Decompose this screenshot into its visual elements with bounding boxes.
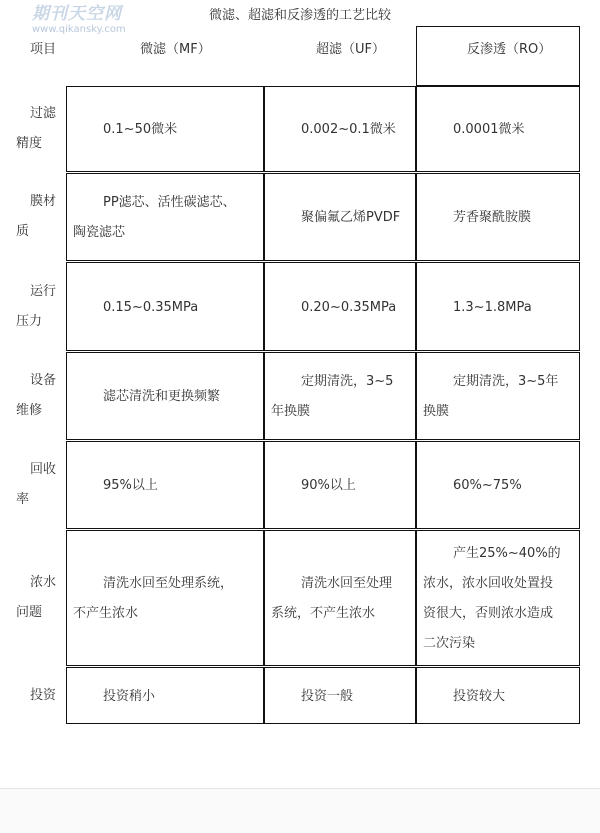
cell-mf <box>66 262 264 351</box>
cell-text: 滤芯清洗和更换频繁 <box>103 389 221 404</box>
header-ro: 反渗透（RO） <box>467 42 552 57</box>
cell-text: 0.20~0.35MPa <box>301 299 397 315</box>
row-label: 运行 <box>30 283 57 299</box>
header-mf: 微滤（MF） <box>140 42 211 57</box>
cell-text: 浓水，浓水回收处置投 <box>423 576 554 591</box>
row-label: 质 <box>16 224 30 239</box>
cell-ro <box>416 530 580 666</box>
cell-text: 资很大，否则浓水造成 <box>423 606 554 621</box>
header-ro-cell <box>416 26 580 86</box>
cell-text: 聚偏氟乙烯PVDF <box>301 210 401 225</box>
row-label: 投资 <box>30 687 57 703</box>
row-label: 膜材 <box>30 194 57 209</box>
cell-uf <box>264 86 416 172</box>
cell-text: 0.0001微米 <box>453 122 525 137</box>
page-footer-divider <box>0 788 600 833</box>
cell-text: 清洗水回至处理系统， <box>103 576 234 591</box>
row-label: 浓水 <box>30 575 57 590</box>
cell-text: 换膜 <box>423 404 450 419</box>
cell-text: 陶瓷滤芯 <box>73 225 126 240</box>
cell-mf <box>66 173 264 261</box>
row-label-cell <box>14 262 66 351</box>
cell-mf <box>66 352 264 440</box>
cell-uf <box>264 262 416 351</box>
watermark-name: 期刊天空网 <box>32 4 122 24</box>
cell-text: 定期清洗，3~5 <box>301 374 394 389</box>
cell-mf <box>66 530 264 666</box>
cell-text: 1.3~1.8MPa <box>453 299 532 315</box>
cell-uf <box>264 441 416 529</box>
cell-text: 芳香聚酰胺膜 <box>453 210 532 225</box>
cell-ro <box>416 86 580 172</box>
header-uf: 超滤（UF） <box>316 42 385 57</box>
watermark-url: www.qikansky.com <box>32 24 126 35</box>
row-label: 设备 <box>30 373 57 388</box>
cell-uf <box>264 667 416 724</box>
cell-text: 产生25%~40%的 <box>453 546 561 561</box>
cell-ro <box>416 667 580 724</box>
cell-text: 年换膜 <box>271 404 311 419</box>
cell-text: 0.002~0.1微米 <box>301 122 396 137</box>
cell-text: 定期清洗，3~5年 <box>453 374 559 389</box>
row-label: 问题 <box>16 605 43 620</box>
cell-text: 系统，不产生浓水 <box>271 606 376 621</box>
cell-ro <box>416 441 580 529</box>
row-label: 维修 <box>16 403 43 418</box>
cell-ro <box>416 173 580 261</box>
cell-uf <box>264 530 416 666</box>
cell-text: 不产生浓水 <box>73 606 139 621</box>
cell-uf <box>264 352 416 440</box>
row-label: 过滤 <box>30 106 57 121</box>
cell-text: 清洗水回至处理 <box>301 576 393 591</box>
cell-text: 投资一般 <box>301 688 354 704</box>
cell-text: 0.15~0.35MPa <box>103 299 199 315</box>
row-label: 压力 <box>16 313 43 329</box>
cell-text: PP滤芯、活性碳滤芯、 <box>103 195 236 210</box>
cell-ro <box>416 262 580 351</box>
row-label: 回收 <box>30 462 57 477</box>
row-label-cell <box>14 173 66 261</box>
cell-mf <box>66 667 264 724</box>
row-label-cell <box>14 667 66 724</box>
row-label: 率 <box>16 492 30 507</box>
cell-uf <box>264 173 416 261</box>
cell-text: 投资较大 <box>453 688 506 704</box>
cell-text: 60%~75% <box>453 478 522 493</box>
row-label-cell <box>14 352 66 440</box>
cell-mf <box>66 86 264 172</box>
cell-text: 95%以上 <box>103 478 158 493</box>
document-title: 微滤、超滤和反渗透的工艺比较 <box>208 8 391 23</box>
cell-text: 0.1~50微米 <box>103 122 178 137</box>
row-label: 精度 <box>16 136 43 151</box>
cell-mf <box>66 441 264 529</box>
cell-text: 投资稍小 <box>103 688 156 704</box>
row-label-cell <box>14 441 66 529</box>
cell-text: 90%以上 <box>301 478 356 493</box>
cell-text: 二次污染 <box>423 636 476 651</box>
row-label-cell <box>14 530 66 666</box>
row-label-cell <box>14 86 66 172</box>
header-item: 项目 <box>30 42 57 57</box>
cell-ro <box>416 352 580 440</box>
